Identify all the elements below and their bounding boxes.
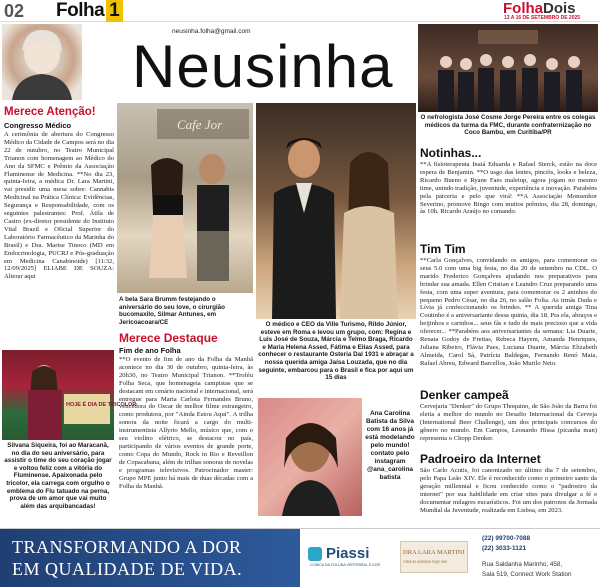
ad-phone-1[interactable]: (22) 99700-7088 <box>482 535 531 542</box>
maracana-photo <box>2 350 137 440</box>
merece-atencao-body: A cerimônia de abertura do Congresso Médico da Cidade de Campos será no dia 22 de outubro, no Teatro Municipal Trianon com homenagem ao Médico do Ano da SFMC e Prêmio da Associação Fluminense de Medicina. **No dia 23, quinta-feira, a médica Dr. Lara Martini, vai presidir uma mesa sobre: Cannabis Medicinal na Prática Clínica: Evidências, Segurança e Responsabilidade, com os seguintes palestrantes: Prof. Átila de Castro (ex-diretor presidente do Instituto Vital Brazil e Oficial Superior do Laboratório Farmacêutico da Marinha do Brasil) e Dra. Marise Tinoco (MD em Endocrinologia, PUCRJ e Pós-graduação em Medicina Canabinoide) [11:32, 12/09/2025] ELIABE DE SOUZA: Alterar aqui <box>4 131 114 281</box>
tim-tim-body: **Carla Gonçalves, convidando os amigos, para comemorar os seus 5.0 com uma big festa, no dia 20 de setembro na CDL. O marido Frederico Gonçalves ajudando nos preparativos para brindar sua amada. Ellen Cristian e Leandro Cruz preparando uma festa, com uma super aventura, para comemorar os 2 aninhos do pequeno Pedro César, no dia 26, no salão Folia. As irmãs Duda e Lívia já confeccionando os brindes. ** A querida amiga Tina Coutinho é a aniversariante dessa quinta, dia 18. Pra ela, abraços e beijinhos e carinhos... seus fãs e tudo de mais precioso que a vida oferecer... **Parabéns aos aniversariantes da semana: Lia Duarte, Renata Godoy de Freitas, Rebeca Hayem, Amanda Henriques, Juliana Ribeiro, Flávia Paes, Luciana Duarte, Márcia Elizabeth Almeida, Carol Sá, Patrícia Baldegas, Fernando Renó Maia, Rafael Abreu, Edward Barcellos, João Murilo Neto. <box>420 257 597 367</box>
brand-left-name: Folha <box>56 0 105 21</box>
fim-de-ano-subheading: Fim de ano Folha <box>119 346 181 355</box>
tim-tim-heading: Tim Tim <box>420 242 466 256</box>
cafe-sign-text: Cafe Jor <box>177 117 223 132</box>
denker-heading: Denker campeã <box>420 388 509 402</box>
columnist-email: neusinha.folha@gmail.com <box>172 28 251 35</box>
brand-right-name: Folha <box>503 0 543 17</box>
padroeiro-body: São Carlo Acutis, foi canonizado no último dia 7 de setembro, pelo Papa Leão XIV. Ele é reconhecido como o primeiro santo da geração millennial e ficou conhecido como o "padroeiro da internet" por sua habilidade em criar sites para divulgar a fé e documentar milagres eucarísticos. Foi um dos patronos da Jornada Mundial da Juventude, realizada em Lisboa, em 2023. <box>420 467 597 514</box>
ad-address-2: Sala 519, Connect Work Station <box>482 571 572 578</box>
brand-left-digit: 1 <box>106 0 123 22</box>
padroeiro-heading: Padroeiro da Internet <box>420 452 541 466</box>
piassi-name: Piassi <box>326 545 370 562</box>
ad-headline-line-2: EM QUALIDADE DE VIDA. <box>12 559 243 579</box>
maracana-banner-text: HOJE É DIA DE TRICOLOR <box>66 402 137 408</box>
congresso-subheading: Congresso Médico <box>4 121 72 130</box>
caption-ana-carolina: Ana Carolina Batista da Silva com 16 anos já está modelando pelo mundo! contato pelo instagram @ana_carolina batista <box>365 410 415 481</box>
piassi-icon <box>308 547 322 561</box>
merece-atencao-heading: Merece Atenção! <box>4 106 96 118</box>
ana-carolina-photo <box>258 398 362 516</box>
ad-headline-block <box>0 529 300 587</box>
group-photo <box>418 24 598 112</box>
caption-group: O nefrologista José Cosme Jorge Pereira entre os colegas médicos da turma da FMC, durante confraternização no Coco Bambu, em Curitiba/PR <box>420 114 596 137</box>
piassi-subtitle: CLÍNICA DA COLUNA VERTEBRAL E DOR <box>310 563 381 567</box>
ad-address-1: Rua Saldanha Marinho, 458, <box>482 561 563 568</box>
dra-lara-name: DRA LARA MARTINI <box>403 549 465 556</box>
brand-left-logo <box>56 0 123 22</box>
ceo-photo <box>256 103 416 319</box>
merece-destaque-heading: Merece Destaque <box>119 331 218 345</box>
brand-right-suffix: Dois <box>543 0 576 17</box>
notinhas-heading: Notinhas... <box>420 146 482 160</box>
column-title: Neusinha <box>132 33 394 100</box>
denker-body: Cervejaria "Denker" do Grupo Thoquino, de São João da Barra foi eleita a melhor do mundo no Desafio Internacional da Cerveja (International Beer Challenge), um dos principais concursos do gênero no mundo. Em Campos, Leonardo Hissa (picanha man) representa o Chopp Denker. <box>420 403 597 442</box>
caption-maracana: Silvana Siqueira, foi ao Maracanã, no dia do seu aniversário, para assistir o time do seu coração jogar e voltou feliz com a vitória do Fluminense. Apaixonada pelo tricolor, ela carrega com orgulho o emblema do Flu tatuado na perna, prova de um amor que vai muito além das arquibancadas! <box>4 442 112 510</box>
ad-headline-line-1: TRANSFORMANDO A DOR <box>12 537 242 557</box>
caption-couple-beach: A bela Sara Brumm festejando o aniversário do seu love, o cirurgião bucomaxilo, Silmar Antunes, em Jericoacoara/CE <box>119 296 226 326</box>
columnist-photo <box>2 24 82 100</box>
dra-lara-logo <box>400 541 468 573</box>
dra-lara-sub: CRM 52.0000000 RQE 000 <box>403 560 447 564</box>
issue-date: 13 A 16 DE SETEMBRO DE 2025 <box>504 15 581 21</box>
ad-phone-2[interactable]: (22) 3033-1121 <box>482 545 527 552</box>
caption-ceo: O médico e CEO da Ville Turismo, Rildo Júnior, esteve em Roma e levou um grupo, com: Regina e Luis José de Souza, Márcia e Telmo Braga, Ricardo e Maria Helena Assed, Fátima e Elias Assed, para conhecer o restaurante Osteria Dal 1931 e abraçar a nossa querida amiga Jaísa Louzada, que no dia seguinte, embarcou para o Brasil e fica por aqui um 15 dias <box>258 321 414 382</box>
notinhas-body: **A fisioterapeuta Inaiá Eduarda e Rafael Sterck, estão na doce espera de Benjamin. **O usgo das lentes, pincéis, looks e beleza, Ricardo Bueno e Ryane Faes maleiup, agora jogam no mesmo time, unindo tradição, juventude, experiência e inovação. Parabéns pela parceria e pelo que virá! **A Associação Monsenhor Severino, promove Bingo com muitos prêmios, dia 28, domingo, às 10h. Ricardo Araújo no comando. <box>420 161 597 216</box>
piassi-logo <box>308 545 369 562</box>
advertisement-banner <box>0 528 600 586</box>
couple-beach-photo <box>117 103 253 293</box>
page-number: 02 <box>4 1 25 21</box>
merece-destaque-body: **O evento de fim de ano da Folha da Manhã acontece no dia 30 de outubro, quinta-feira, às 20h30, no Teatro Municipal Trianon. **Troféu Folha Seca, que homenageia campistas que se destacam em cenário nacional e internacional, será entregue para Maria Carlota Fernandes Bruno, vencedora do Oscar de melhor filme estrangeiro, como produtora, por "Ainda Estou Aqui". A trilha sonora da noite ficará a cargo do multi-instrumentista Allyrio Mello, músico que, com o seu violino elétrico, se destacou no país, participando de vários eventos de grande porte, como Copa do Mundo, Rock in Rio e Reveillon de Copacabana, além de trilhas sonoras de novelas e programas televisivos. Patrocinador master: Grupo MPE junto há mais de duas décadas com a Folha da Manhã. <box>119 356 253 490</box>
